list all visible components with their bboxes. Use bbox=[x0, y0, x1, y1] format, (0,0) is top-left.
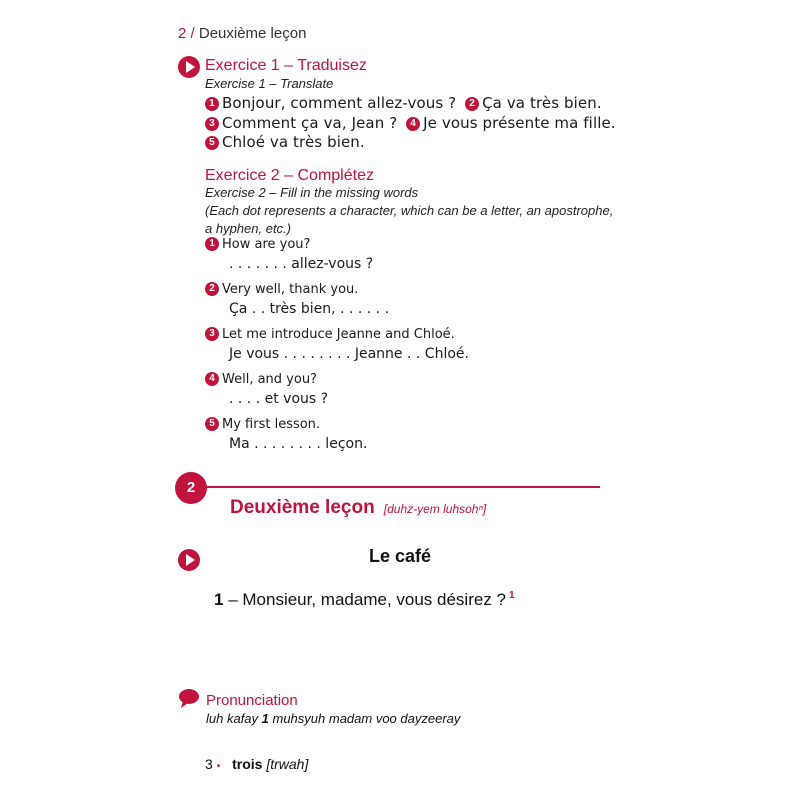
number-3-icon: 3 bbox=[205, 117, 219, 131]
lesson-pronunciation: [duhz-yem luhsohⁿ] bbox=[383, 502, 487, 516]
exercise-2-note-line-1: (Each dot represents a character, which can be a letter, an apostrophe, bbox=[205, 203, 614, 218]
header-page-number: 2 bbox=[178, 25, 187, 42]
english-prompt: Well, and you? bbox=[222, 372, 317, 387]
sentence-4: Je vous présente ma fille. bbox=[423, 114, 616, 132]
footnote-marker: 1 bbox=[509, 590, 515, 602]
dialogue-line-1 bbox=[214, 590, 515, 610]
speech-bubble-icon bbox=[178, 688, 200, 710]
exercise-2-item-2 bbox=[205, 282, 389, 317]
section-title: Le café bbox=[368, 546, 432, 566]
exercise-2-title: Exercice 2 – Complétez bbox=[205, 167, 374, 184]
english-prompt: How are you? bbox=[222, 237, 311, 252]
lesson-number-badge bbox=[175, 472, 207, 504]
exercise-1-line-1 bbox=[205, 94, 602, 112]
english-prompt: My first lesson. bbox=[222, 417, 321, 432]
line-number: 1 bbox=[214, 590, 224, 609]
english-prompt: Very well, thank you. bbox=[222, 282, 359, 297]
pron-pre: luh kafay bbox=[206, 711, 262, 726]
footer-word: trois bbox=[232, 756, 263, 772]
lesson-title: Deuxième leçon bbox=[230, 497, 375, 518]
header-title: Deuxième leçon bbox=[198, 25, 307, 42]
header-separator: / bbox=[186, 25, 199, 42]
exercise-1-line-3 bbox=[205, 133, 365, 151]
exercise-1-subtitle: Exercise 1 – Translate bbox=[205, 76, 334, 91]
footer-pronunciation: [trwah] bbox=[266, 756, 309, 772]
french-blank: Je vous . . . . . . . . Jeanne . . Chloé. bbox=[229, 346, 469, 362]
number-4-icon: 4 bbox=[205, 372, 219, 386]
play-audio-icon[interactable] bbox=[178, 56, 200, 78]
number-4-icon: 4 bbox=[406, 117, 420, 131]
sentence-1: Bonjour, comment allez-vous ? bbox=[222, 94, 457, 112]
exercise-2-item-1 bbox=[205, 237, 373, 272]
footer-page-number: 3 bbox=[205, 756, 213, 772]
pron-number: 1 bbox=[261, 711, 269, 726]
sentence-5: Chloé va très bien. bbox=[222, 133, 365, 151]
number-2-icon: 2 bbox=[465, 97, 479, 111]
english-prompt: Let me introduce Jeanne and Chloé. bbox=[222, 327, 455, 342]
number-5-icon: 5 bbox=[205, 136, 219, 150]
sentence-2: Ça va très bien. bbox=[482, 94, 602, 112]
exercise-2-item-4 bbox=[205, 372, 328, 407]
number-1-icon: 1 bbox=[205, 237, 219, 251]
line-text: – Monsieur, madame, vous désirez ? bbox=[228, 590, 507, 609]
pron-post: muhsyuh madam voo dayzeeray bbox=[268, 711, 461, 726]
french-blank: . . . . . . . allez-vous ? bbox=[229, 256, 374, 272]
page-footer bbox=[205, 756, 308, 772]
number-3-icon: 3 bbox=[205, 327, 219, 341]
exercise-1-title: Exercice 1 – Traduisez bbox=[205, 57, 367, 74]
number-2-icon: 2 bbox=[205, 282, 219, 296]
running-header bbox=[178, 25, 306, 42]
footer-bullet: • bbox=[216, 761, 221, 772]
exercise-1-line-2 bbox=[205, 114, 616, 132]
pronunciation-text bbox=[206, 711, 460, 726]
exercise-2-subtitle: Exercise 2 – Fill in the missing words bbox=[205, 185, 419, 200]
lesson-divider bbox=[200, 486, 600, 488]
sentence-3: Comment ça va, Jean ? bbox=[222, 114, 398, 132]
pronunciation-label: Pronunciation bbox=[206, 692, 298, 709]
french-blank: Ça . . très bien, . . . . . . bbox=[229, 301, 390, 317]
french-blank: . . . . et vous ? bbox=[229, 391, 329, 407]
play-audio-icon[interactable] bbox=[178, 549, 200, 571]
number-5-icon: 5 bbox=[205, 417, 219, 431]
number-1-icon: 1 bbox=[205, 97, 219, 111]
exercise-2-item-5 bbox=[205, 417, 367, 452]
lesson-heading bbox=[230, 497, 486, 519]
lesson-number: 2 bbox=[186, 479, 196, 496]
exercise-2-item-3 bbox=[205, 327, 469, 362]
french-blank: Ma . . . . . . . . leçon. bbox=[229, 436, 368, 452]
exercise-2-note-line-2: a hyphen, etc.) bbox=[205, 221, 291, 236]
